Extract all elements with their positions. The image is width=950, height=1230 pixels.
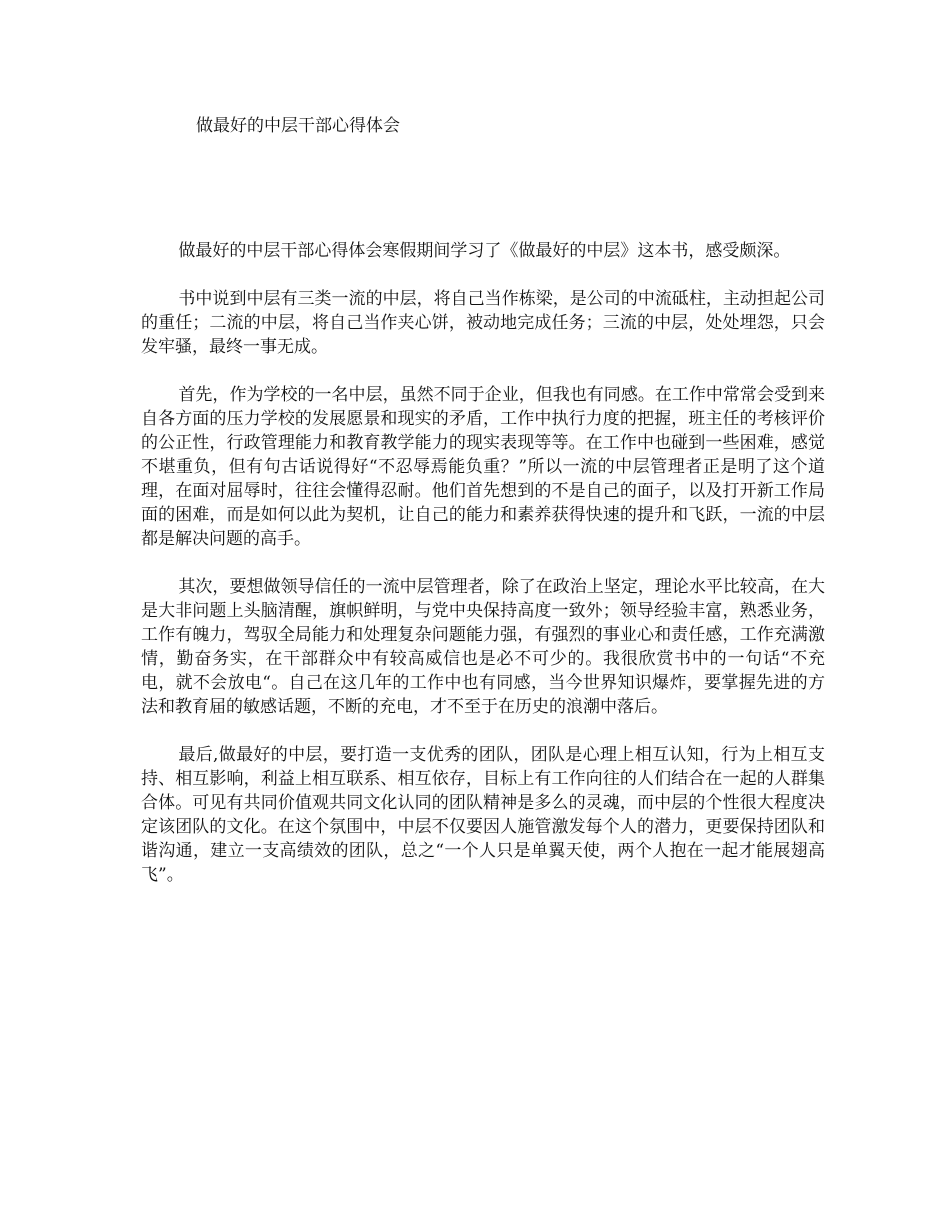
paragraph-last: 最后,做最好的中层，要打造一支优秀的团队，团队是心理上相互认知，行为上相互支持、相互影响，利益上相互联系、相互依存，目标上有工作向往的人们结合在一起的人群集合体。可见有共同价值观共同文化认同的团队精神是多么的灵魂，而中层的个性很大程度决定该团队的文化。在这个氛围中，中层不仅要因人施管激发每个人的潜力，更要保持团队和谐沟通，建立一支高绩效的团队，总之“一个人只是单翼天使，两个人抱在一起才能展翅高飞”。 (141, 745, 825, 885)
paragraph-second: 其次，要想做领导信任的一流中层管理者，除了在政治上坚定，理论水平比较高，在大是大非问题上头脑清醒，旗帜鲜明，与党中央保持高度一致外；领导经验丰富，熟悉业务，工作有魄力，驾驭全局能力和处理复杂问题能力强，有强烈的事业心和责任感，工作充满激情，勤奋务实，在干部群众中有较高威信也是必不可少的。我很欣赏书中的一句话“不充电，就不会放电“。自己在这几年的工作中也有同感，当今世界知识爆炸，要掌握先进的方法和教育届的敏感话题，不断的充电，才不至于在历史的浪潮中落后。 (141, 577, 825, 717)
paragraph-intro: 做最好的中层干部心得体会寒假期间学习了《做最好的中层》这本书，感受颇深。 (178, 241, 791, 261)
document-body (141, 239, 825, 911)
paragraph-first: 首先，作为学校的一名中层，虽然不同于企业，但我也有同感。在工作中常常会受到来自各方面的压力学校的发展愿景和现实的矛盾，工作中执行力度的把握，班主任的考核评价的公正性，行政管理能力和教育教学能力的现实表现等等。在工作中也碰到一些困难，感觉不堪重负，但有句古话说得好“不忍辱焉能负重？”所以一流的中层管理者正是明了这个道理，在面对屈辱时，往往会懂得忍耐。他们首先想到的不是自己的面子，以及打开新工作局面的困难，而是如何以此为契机，让自己的能力和素养获得快速的提升和飞跃，一流的中层都是解决问题的高手。 (141, 385, 825, 549)
paragraph-three-types: 书中说到中层有三类一流的中层，将自己当作栋梁，是公司的中流砥柱，主动担起公司的重任；二流的中层，将自己当作夹心饼，被动地完成任务；三流的中层，处处埋怨，只会发牢骚，最终一事无成。 (141, 289, 825, 357)
document-title: 做最好的中层干部心得体会 (196, 116, 400, 136)
